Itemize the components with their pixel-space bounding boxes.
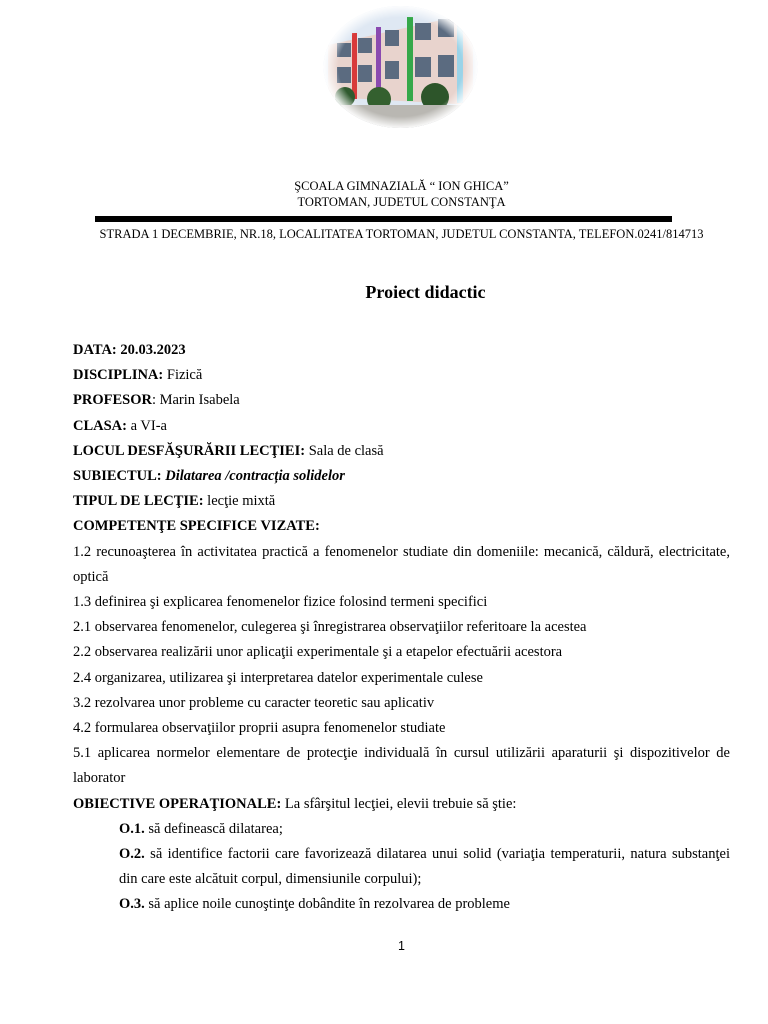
field-profesor <box>73 388 730 413</box>
obiectiv-text: să aplice noile cunoştinţe dobândite în rezolvarea de probleme <box>148 896 510 913</box>
header-divider <box>95 216 672 222</box>
obiective-heading: OBIECTIVE OPERAŢIONALE: La sfârşitul lecţiei, elevii trebuie să ştie: <box>73 795 517 812</box>
obiectiv-text: să identifice factorii care favorizează dilatarea unui solid (variaţia temperaturii, natura substanţei din care este alcătuit corpul, dimensiunile corpului); <box>119 846 730 888</box>
field-value: 20.03.2023 <box>120 342 186 358</box>
obiectiv-text: să definească dilatarea; <box>148 820 283 837</box>
field-label: PROFESOR <box>73 392 152 409</box>
school-address: STRADA 1 DECEMBRIE, NR.18, LOCALITATEA TORTOMAN, JUDETUL CONSTANTA, TELEFON.0241/814713 <box>99 227 704 241</box>
competente-heading: COMPETENŢE SPECIFICE VIZATE: <box>73 518 320 535</box>
school-location: TORTOMAN, JUDETUL CONSTANŢA <box>297 195 506 209</box>
obiectiv-code: O.2. <box>119 846 145 863</box>
obiectiv-code: O.3. <box>119 896 145 913</box>
competenta-item: 4.2 formularea observaţiilor proprii asupra fenomenelor studiate <box>73 720 446 737</box>
field-value: : Marin Isabela <box>151 392 240 409</box>
field-clasa <box>73 414 730 439</box>
field-value: a VI-a <box>130 417 167 434</box>
field-subiect <box>73 464 730 489</box>
competenta-item: 1.2 recunoaşterea în activitatea practică a fenomenelor studiate din domeniile: mecanică, căldură, electricitate, optică <box>73 543 730 585</box>
field-data <box>73 338 730 363</box>
obiective-intro: La sfârşitul lecţiei, elevii trebuie să ştie: <box>284 795 517 812</box>
competenta-item: 3.2 rezolvarea unor probleme cu caracter teoretic sau aplicativ <box>73 694 435 711</box>
field-label: SUBIECTUL: <box>73 468 162 485</box>
field-label: DISCIPLINA: <box>73 367 164 384</box>
field-label: DATA: <box>73 342 117 358</box>
field-disciplina <box>73 363 730 388</box>
field-label: CLASA: <box>73 417 127 434</box>
field-locul <box>73 439 730 464</box>
obiectiv-item <box>73 817 730 842</box>
field-value: Fizică <box>166 367 203 384</box>
document-title: Proiect didactic <box>365 282 486 302</box>
field-tip <box>73 489 730 514</box>
competenta-item: 2.2 observarea realizării unor aplicaţii experimentale şi a etapelor efectuării acestora <box>73 644 563 661</box>
obiectiv-code: O.1. <box>119 820 145 837</box>
competenta-item: 2.1 observarea fenomenelor, culegerea şi înregistrarea observaţiilor referitoare la acestea <box>73 619 587 636</box>
competenta-item: 5.1 aplicarea normelor elementare de protecţie individuală în cursul utilizării aparaturii şi dispozitivelor de laborator <box>73 745 730 787</box>
page-number: 1 <box>398 939 405 953</box>
field-label: TIPUL DE LECŢIE: <box>73 493 204 510</box>
school-name: ŞCOALA GIMNAZIALĂ “ ION GHICA” <box>294 179 509 193</box>
field-value: Sala de clasă <box>308 442 384 459</box>
competenta-item: 1.3 definirea şi explicarea fenomenelor fizice folosind termeni specifici <box>73 594 488 611</box>
competenta-item: 2.4 organizarea, utilizarea şi interpretarea datelor experimentale culese <box>73 669 483 686</box>
obiectiv-item <box>73 892 730 917</box>
document-body <box>73 338 730 918</box>
field-value: lecţie mixtă <box>207 493 276 510</box>
field-value: Dilatarea /contracția solidelor <box>165 468 345 485</box>
obiectiv-item <box>73 842 730 892</box>
school-building-photo <box>323 5 478 129</box>
field-label: LOCUL DESFĂŞURĂRII LECŢIEI: <box>73 442 306 459</box>
